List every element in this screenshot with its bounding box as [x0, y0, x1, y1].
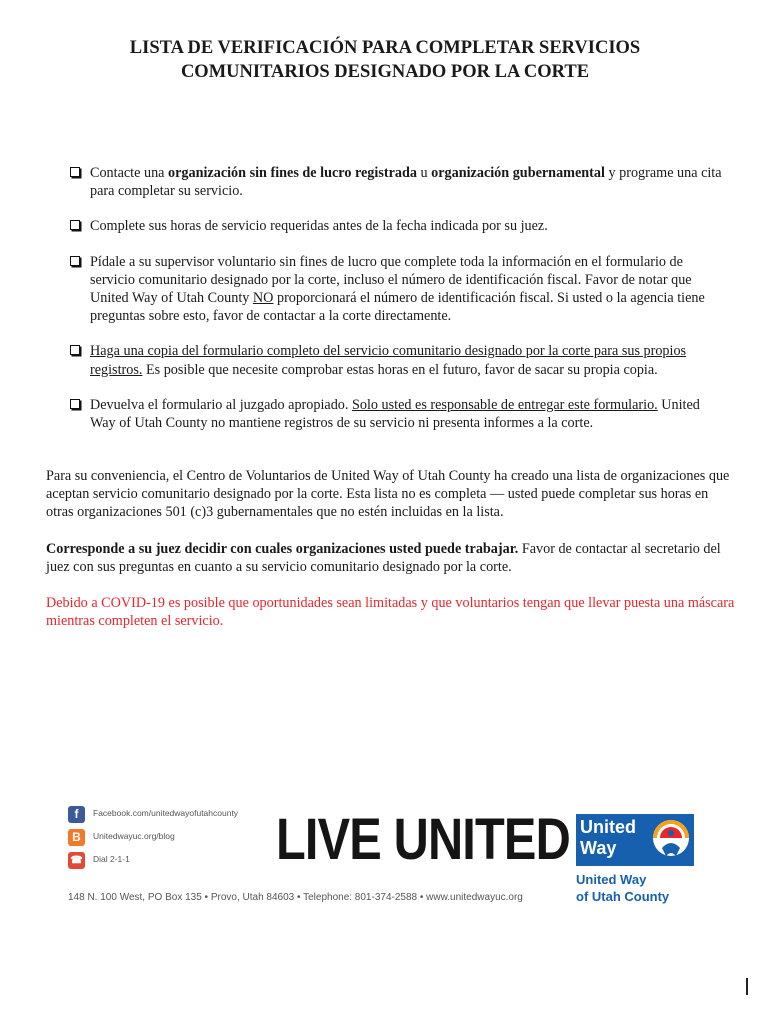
blogger-icon: B	[68, 829, 85, 846]
united-way-emblem-icon	[648, 816, 694, 864]
covid-warning: Debido a COVID-19 es posible que oportunidades sean limitadas y que voluntarios tengan que llevar puesta una máscara mientras completen el servicio.	[46, 595, 735, 630]
united-way-logo: United Way	[576, 814, 694, 866]
page-edge-marker	[746, 978, 748, 995]
facebook-icon: f	[68, 806, 85, 823]
checklist-item-3: Pídale a su supervisor voluntario sin fines de lucro que complete toda la información en el formulario de servicio comunitario designado por la corte, incluso el número de identificación fiscal. Favor de notar que United Way of Utah County NO proporcionará el número de identificación fiscal. Si usted o la agencia tiene preguntas sobre esto, favor de contactar a la corte directamente.	[68, 253, 728, 326]
judge-paragraph: Corresponde a su juez decidir con cuales organizaciones usted puede trabajar. Favor de contactar al secretario del juez con sus preguntas en cuanto a su servicio comunitario designado por la corte.	[46, 541, 721, 576]
checkbox-icon	[70, 256, 80, 266]
title-line-2: COMUNITARIOS DESIGNADO POR LA CORTE	[180, 62, 590, 82]
checkbox-icon	[70, 167, 80, 177]
checkbox-icon	[70, 399, 80, 409]
checklist-item-2: Complete sus horas de servicio requeridas antes de la fecha indicada por su juez.	[68, 217, 728, 235]
footer	[66, 805, 706, 915]
checkbox-icon	[70, 345, 80, 355]
title-line-1: LISTA DE VERIFICACIÓN PARA COMPLETAR SERVICIOS	[129, 38, 641, 58]
convenience-paragraph: Para su conveniencia, el Centro de Voluntarios de United Way of Utah County ha creado una lista de organizaciones que aceptan servicio comunitario designado por la corte. Esta lista no es completa — usted puede completar sus horas en otras organizaciones 501 (c)3 gubernamentales que no estén incluidas en la lista.	[46, 468, 730, 521]
checklist	[68, 164, 728, 449]
organization-name: United Way of Utah County	[576, 872, 670, 904]
document-title	[0, 36, 770, 84]
checklist-item-1: Contacte una organización sin fines de lucro registrada u organización gubernamental y programe una cita para completar su servicio.	[68, 164, 728, 200]
checklist-item-4: Haga una copia del formulario completo del servicio comunitario designado por la corte para sus propios registros. Es posible que necesite comprobar estas horas en el futuro, favor de sacar su propia copia.	[68, 342, 728, 378]
social-phone[interactable]: ☎ Dial 2-1-1	[66, 851, 266, 873]
social-facebook[interactable]: f Facebook.com/unitedwayofutahcounty	[66, 805, 266, 827]
checkbox-icon	[70, 220, 80, 230]
social-blog[interactable]: B Unitedwayuc.org/blog	[66, 828, 266, 850]
live-united-slogan: LIVE UNITED	[276, 807, 570, 872]
social-links	[66, 805, 266, 874]
footer-address: 148 N. 100 West, PO Box 135 • Provo, Utah 84603 • Telephone: 801-374-2588 • www.unitedwayuc.org	[68, 892, 523, 903]
checklist-item-5: Devuelva el formulario al juzgado apropiado. Solo usted es responsable de entregar este formulario. United Way of Utah County no mantiene registros de su servicio ni presenta informes a la corte.	[68, 396, 728, 432]
phone-icon: ☎	[68, 852, 85, 869]
